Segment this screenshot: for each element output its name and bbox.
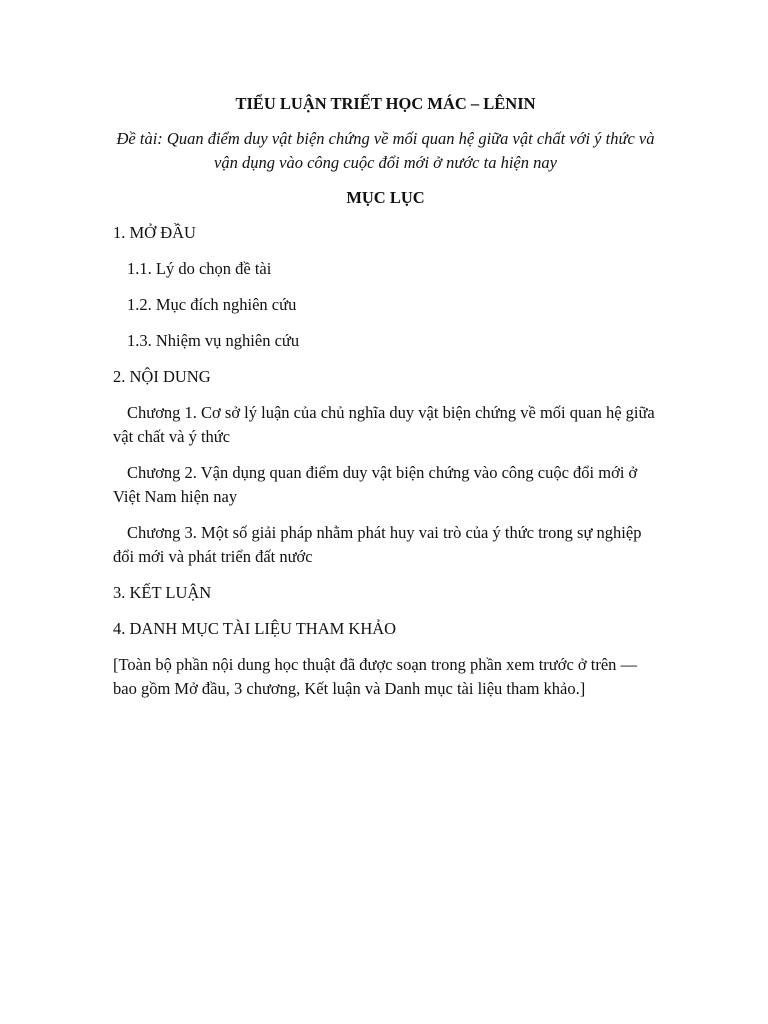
toc-sub-reason: 1.1. Lý do chọn đề tài: [127, 259, 272, 278]
document-page: [113, 92, 658, 701]
toc-section-references: 4. DANH MỤC TÀI LIỆU THAM KHẢO: [113, 619, 397, 638]
document-subtitle: Đề tài: Quan điểm duy vật biện chứng về mối quan hệ giữa vật chất với ý thức và vận dụng vào công cuộc đổi mới ở nước ta hiện nay: [116, 129, 655, 172]
document-title: TIỂU LUẬN TRIẾT HỌC MÁC – LÊNIN: [235, 94, 536, 113]
toc-sub-tasks: 1.3. Nhiệm vụ nghiên cứu: [127, 331, 300, 350]
toc-sub-purpose: 1.2. Mục đích nghiên cứu: [127, 295, 297, 314]
toc-chapter-1: Chương 1. Cơ sở lý luận của chủ nghĩa duy vật biện chứng về mối quan hệ giữa vật chất và ý thức: [113, 403, 655, 446]
toc-section-conclusion: 3. KẾT LUẬN: [113, 583, 212, 602]
toc-section-introduction: 1. MỞ ĐẦU: [113, 223, 196, 242]
toc-chapter-3: Chương 3. Một số giải pháp nhằm phát huy vai trò của ý thức trong sự nghiệp đổi mới và phát triển đất nước: [113, 523, 642, 566]
toc-heading: MỤC LỤC: [346, 188, 425, 207]
document-note: [Toàn bộ phần nội dung học thuật đã được soạn trong phần xem trước ở trên — bao gồm Mở đầu, 3 chương, Kết luận và Danh mục tài liệu tham khảo.]: [113, 655, 638, 698]
toc-section-content: 2. NỘI DUNG: [113, 367, 211, 386]
toc-chapter-2: Chương 2. Vận dụng quan điểm duy vật biện chứng vào công cuộc đổi mới ở Việt Nam hiện nay: [113, 463, 638, 506]
